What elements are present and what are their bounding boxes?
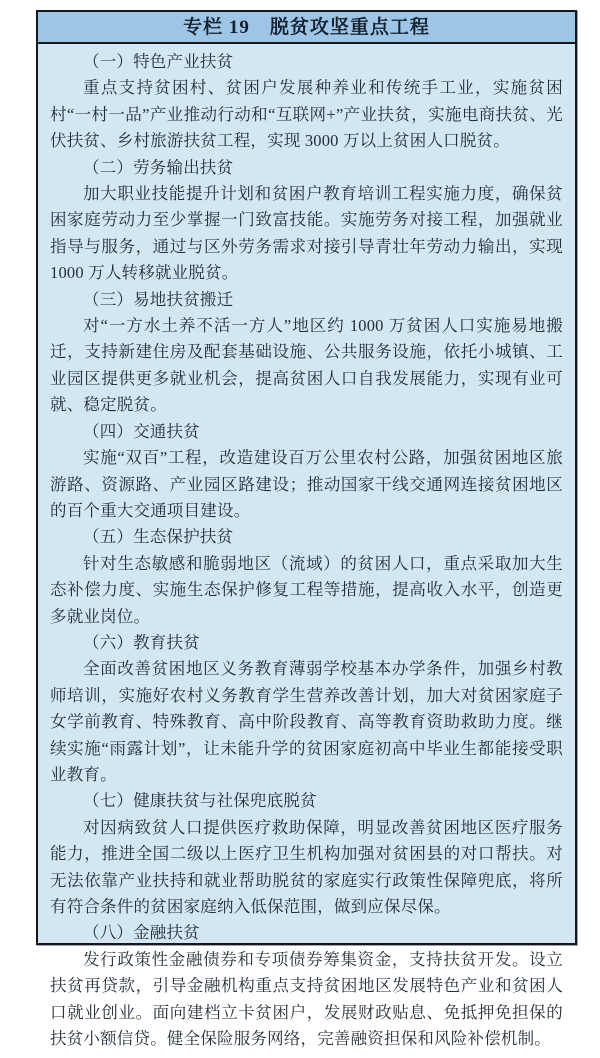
section-5-heading: （五）生态保护扶贫 [83,527,234,547]
section-5-paragraph: 针对生态敏感和脆弱地区（流域）的贫困人口，重点采取加大生态补偿力度、实施生态保护修复工程等措施，提高收入水平，创造更多就业岗位。 [50,553,563,626]
section-2-heading: （二）劳务输出扶贫 [83,157,234,177]
policy-panel [36,10,577,1049]
section-7-heading: （七）健康扶贫与社保兜底脱贫 [83,791,317,811]
section-3-heading: （三）易地扶贫搬迁 [83,289,234,309]
panel-header [38,12,575,44]
section-6-heading: （六）教育扶贫 [83,632,200,652]
section-3-paragraph: 对“一方水土养不活一方人”地区约 1000 万贫困人口实施易地搬迁，支持新建住房及配套基础设施、公共服务设施，依托小城镇、工业园区提供更多就业机会，提高贫困人口自我发展能力，实现有业可就、稳定脱贫。 [50,316,563,415]
section-1-heading: （一）特色产业扶贫 [83,52,234,71]
section-1-paragraph: 重点支持贫困村、贫困户发展种养业和传统手工业，实施贫困村“一村一品”产业推动行动和“互联网+”产业扶贫，实施电商扶贫、光伏扶贫、乡村旅游扶贫工程，实现 3000 万以上贫困人口脱贫。 [50,78,563,151]
section-4-paragraph: 实施“双百”工程，改造建设百万公里农村公路，加强贫困地区旅游路、资源路、产业园区路建设；推动国家干线交通网连接贫困地区的百个重大交通项目建设。 [50,448,563,520]
section-7-paragraph: 对因病致贫人口提供医疗救助保障，明显改善贫困地区医疗服务能力，推进全国二级以上医疗卫生机构加强对贫困县的对口帮扶。对无法依靠产业扶持和就业帮助脱贫的家庭实行政策性保障兜底，将所有符合条件的贫困家庭纳入低保范围，做到应保尽保。 [50,817,563,916]
panel-title: 专栏 19 脱贫攻坚重点工程 [183,16,430,38]
section-8-heading: （八）金融扶贫 [83,923,200,943]
section-8-paragraph: 发行政策性金融债券和专项债券筹集资金，支持扶贫开发。设立扶贫再贷款，引导金融机构重点支持贫困地区发展特色产业和贫困人口就业创业。面向建档立卡贫困户，发展财政贴息、免抵押免担保的扶贫小额信贷。健全保险服务网络，完善融资担保和风险补偿机制。 [50,949,563,1049]
section-4-heading: （四）交通扶贫 [83,421,200,441]
section-6-paragraph: 全面改善贫困地区义务教育薄弱学校基本办学条件，加强乡村教师培训，实施好农村义务教育学生营养改善计划，加大对贫困家庭子女学前教育、特殊教育、高中阶段教育、高等教育资助救助力度。继续实施“雨露计划”，让未能升学的贫困家庭初高中毕业生都能接受职业教育。 [50,659,563,784]
section-2-paragraph: 加大职业技能提升计划和贫困户教育培训工程实施力度，确保贫困家庭劳动力至少掌握一门致富技能。实施劳务对接工程，加强就业指导与服务，通过与区外劳务需求对接引导青壮年劳动力输出，实现 1000 万人转移就业脱贫。 [50,184,563,283]
panel-body [38,44,575,1058]
